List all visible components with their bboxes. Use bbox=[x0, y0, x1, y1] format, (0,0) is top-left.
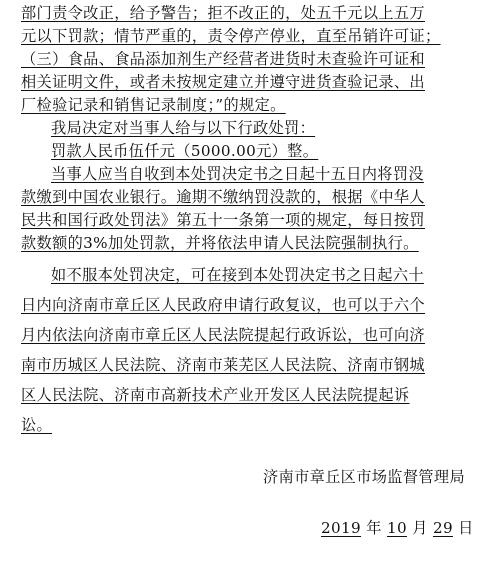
date-year: 2019 bbox=[321, 519, 362, 537]
text-line: 南市历城区人民法院、济南市莱芜区人民法院、济南市钢城 bbox=[21, 356, 425, 374]
text-line: 日内向济南市章丘区人民政府申请行政复议，也可以于六个 bbox=[21, 296, 425, 314]
text-line: 相关证明文件，或者未按规定建立并遵守进货查验记录、出 bbox=[21, 73, 425, 91]
text-line: 如不服本处罚决定，可在接到本处罚决定书之日起六十 bbox=[51, 266, 424, 284]
date-year-unit: 年 bbox=[366, 519, 382, 537]
text-line: 月内依法向济南市章丘区人民法院提起行政诉讼，也可向济 bbox=[21, 326, 425, 344]
text-line: 部门责令改正，给予警告；拒不改正的，处五千元以上五万 bbox=[21, 4, 425, 22]
text-line: 款缴到中国农业银行。逾期不缴纳罚没款的，根据《中华人 bbox=[21, 188, 425, 206]
penalty-amount-line: 罚款人民币伍仟元（5000.00元）整。 bbox=[51, 142, 319, 160]
date-day: 29 bbox=[432, 519, 453, 537]
text-line: （三）食品、食品添加剂生产经营者进货时未查验许可证和 bbox=[21, 50, 425, 68]
text-line: 元以下罚款；情节严重的，责令停产停业，直至吊销许可证； bbox=[21, 27, 441, 45]
date-month: 10 bbox=[386, 519, 408, 537]
issuing-authority: 济南市章丘区市场监督管理局 bbox=[263, 468, 465, 486]
text-line: 款数额的3%加处罚款，并将依法申请人民法院强制执行。 bbox=[21, 234, 419, 252]
text-line: 当事人应当自收到本处罚决定书之日起十五日内将罚没 bbox=[51, 165, 424, 183]
text-line: 民共和国行政处罚法》第五十一条第一项的规定，每日按罚 bbox=[21, 211, 425, 229]
penalty-intro-line: 我局决定对当事人给与以下行政处罚： bbox=[51, 119, 316, 137]
text-line: 讼。 bbox=[21, 416, 53, 434]
date-day-unit: 日 bbox=[458, 519, 474, 537]
text-line: 区人民法院、济南市高新技术产业开发区人民法院提起诉 bbox=[21, 386, 410, 404]
issue-date bbox=[321, 517, 474, 539]
date-month-unit: 月 bbox=[412, 519, 428, 537]
text-line: 厂检验记录和销售记录制度；”的规定。 bbox=[21, 96, 286, 114]
